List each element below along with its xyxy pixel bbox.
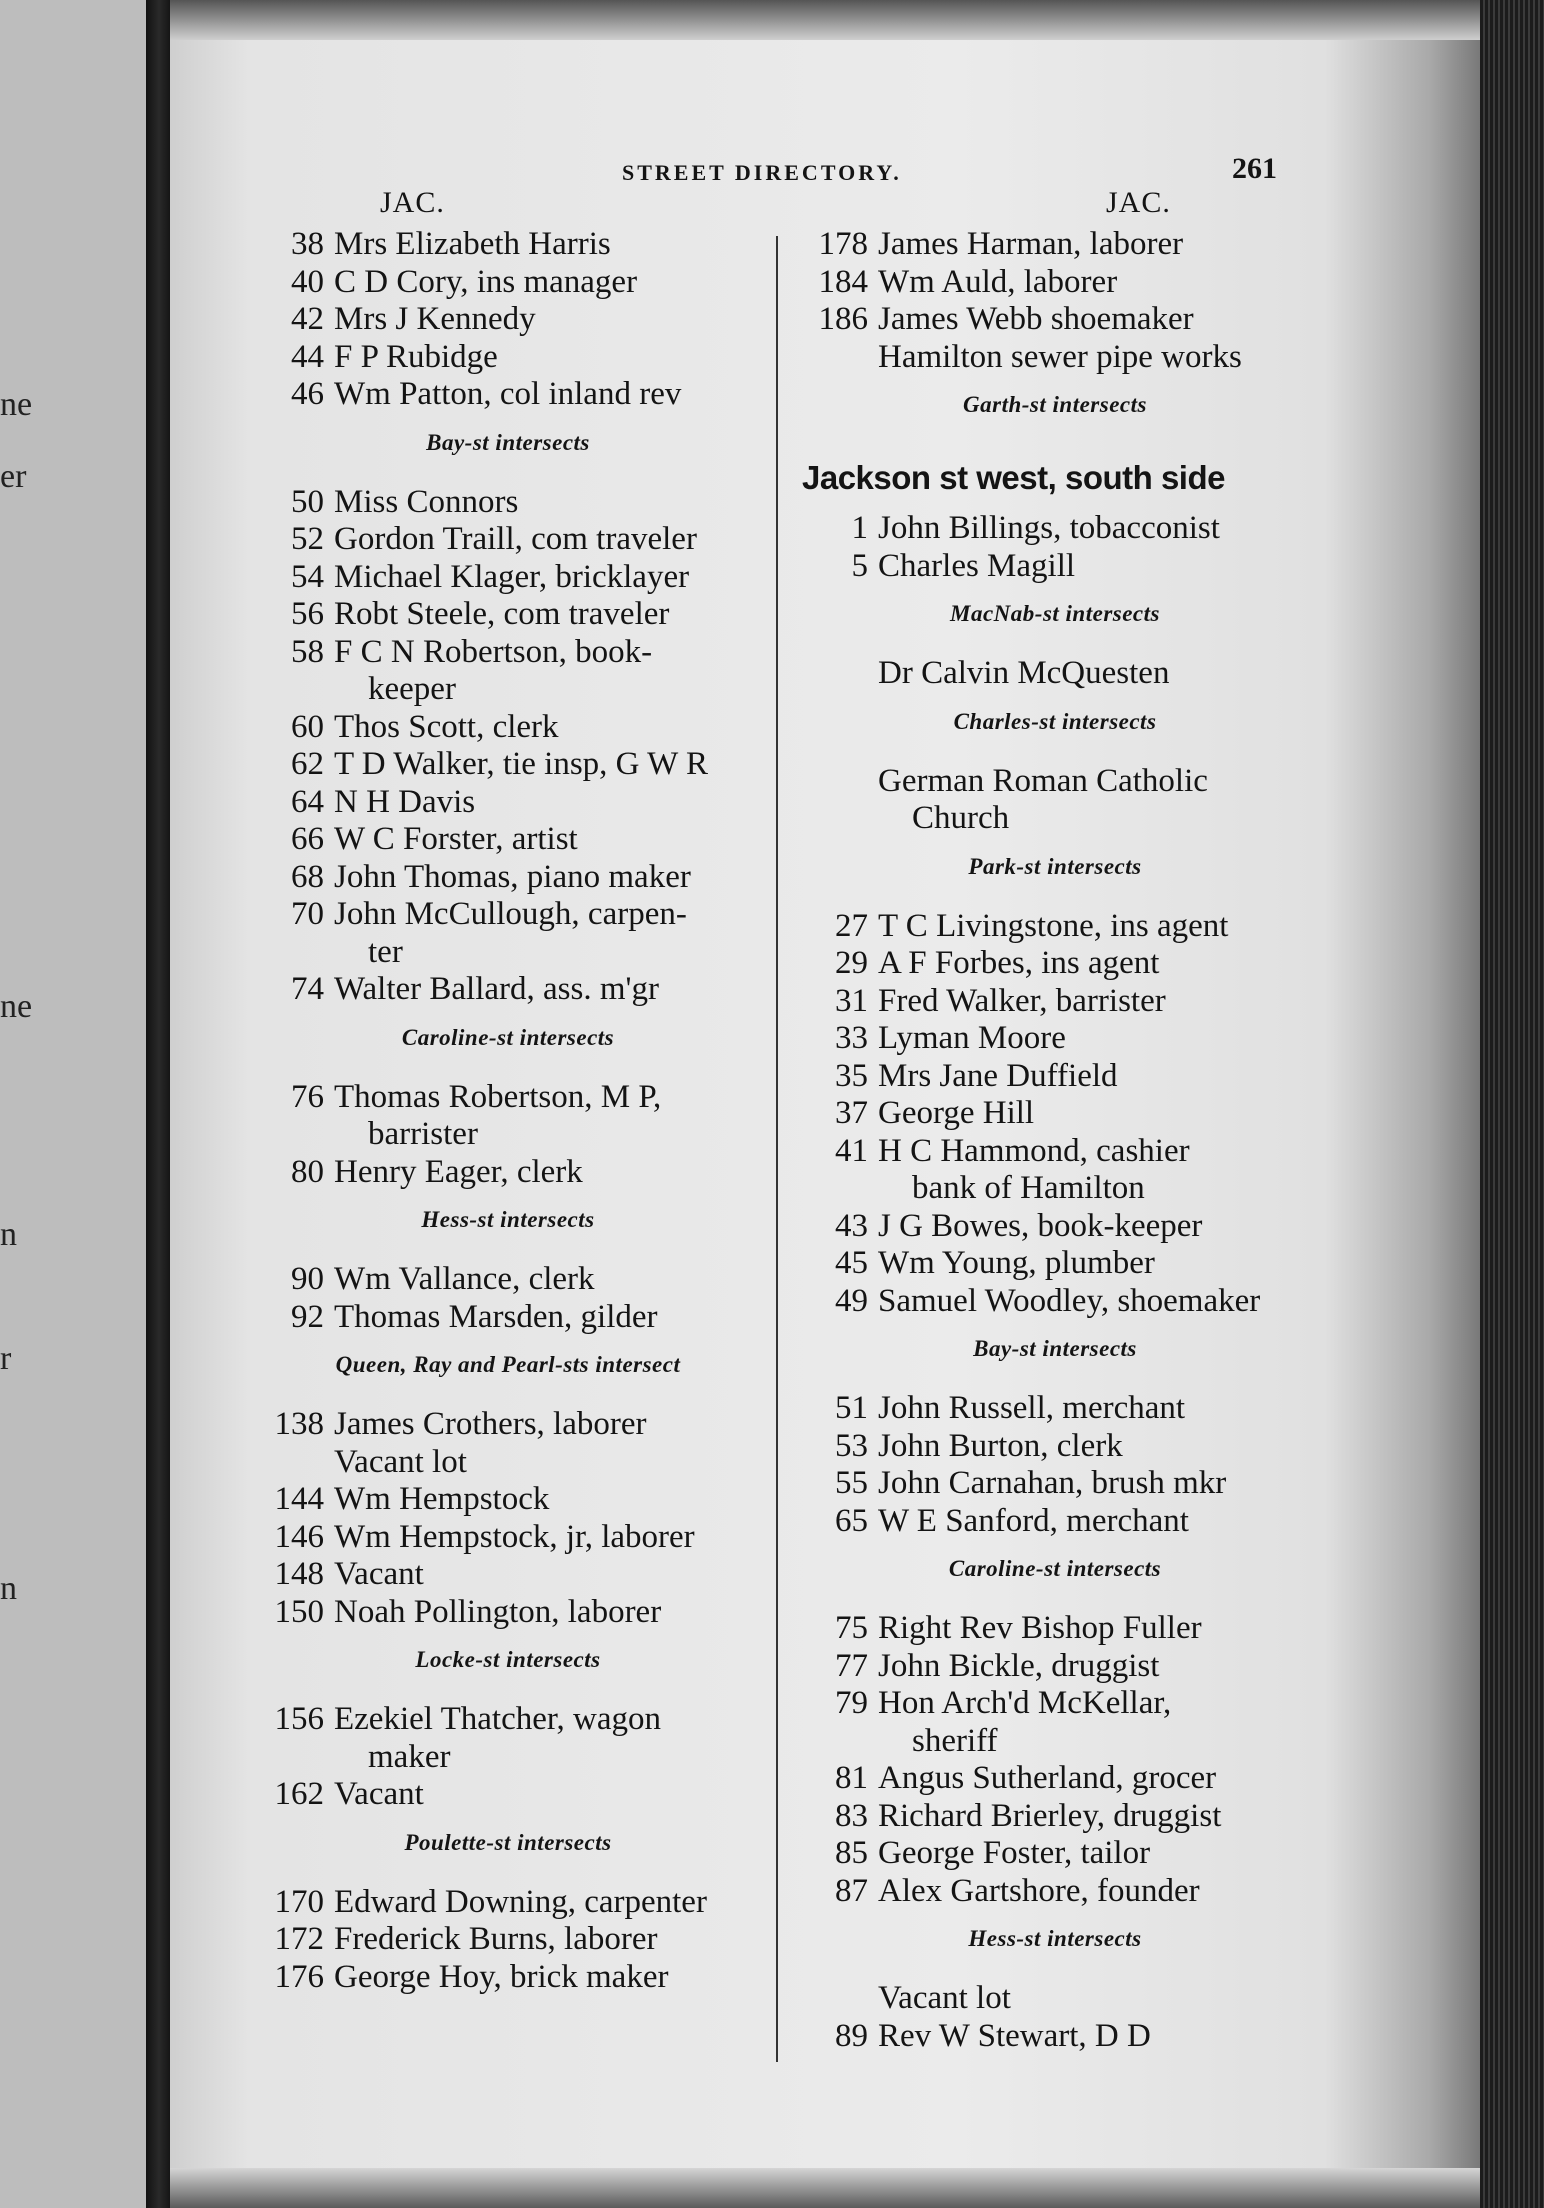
resident-text: Hamilton sewer pipe works (878, 338, 1242, 375)
resident-name (878, 2018, 1308, 2056)
resident-continuation: barrister (368, 1116, 478, 1152)
directory-entry (802, 1208, 1308, 1246)
directory-entry (258, 1261, 758, 1299)
directory-entry (802, 301, 1308, 339)
resident-continuation: sheriff (912, 1722, 998, 1759)
directory-entry (258, 226, 758, 264)
house-number: 27 (835, 907, 868, 944)
resident-text: John Carnahan, brush mkr (878, 1465, 1227, 1501)
house-number: 162 (274, 1776, 324, 1812)
directory-entry (802, 1648, 1308, 1686)
resident-name (878, 1208, 1308, 1246)
resident-name (878, 1648, 1308, 1686)
directory-entry (802, 1798, 1308, 1836)
resident-name (334, 1884, 758, 1922)
resident-text: C D Cory, ins manager (334, 263, 638, 300)
resident-name (334, 1299, 758, 1337)
directory-entry (802, 1428, 1308, 1466)
directory-entry (802, 510, 1308, 548)
directory-entry (802, 2018, 1308, 2056)
resident-name (334, 559, 758, 597)
resident-text: Thomas Robertson, M P, (334, 1078, 662, 1115)
house-number: 37 (835, 1095, 868, 1131)
resident-text: A F Forbes, ins agent (878, 945, 1160, 981)
cross-street-heading: Charles-st intersects (953, 708, 1157, 734)
resident-text: Vacant lot (334, 1443, 467, 1480)
resident-name (878, 1133, 1308, 1208)
resident-name (334, 596, 758, 634)
directory-entry (802, 1503, 1308, 1541)
resident-name (334, 971, 758, 1009)
resident-text: Lyman Moore (878, 1020, 1066, 1056)
directory-entry (258, 1519, 758, 1557)
directory-entry (258, 1406, 758, 1444)
directory-entry (802, 1873, 1308, 1911)
page-top-edge (170, 0, 1482, 40)
book-gutter (146, 0, 172, 2208)
house-number: 76 (291, 1078, 324, 1115)
resident-text: Charles Magill (878, 547, 1076, 584)
adjacent-page-fragment: ne (0, 988, 33, 1025)
resident-name (334, 896, 758, 971)
house-number: 44 (291, 338, 324, 375)
resident-name (878, 1980, 1308, 2018)
resident-name (334, 1776, 758, 1814)
house-number: 83 (835, 1797, 868, 1834)
resident-name (878, 226, 1308, 264)
directory-entry (258, 376, 758, 414)
resident-text: Hon Arch'd McKellar, (878, 1685, 1172, 1721)
resident-name (878, 908, 1308, 946)
directory-entry (802, 1685, 1308, 1760)
house-number: 176 (274, 1958, 324, 1995)
resident-text: Mrs Jane Duffield (878, 1057, 1118, 1094)
resident-name (334, 339, 758, 377)
house-number: 90 (291, 1261, 324, 1297)
resident-text: Right Rev Bishop Fuller (878, 1610, 1202, 1646)
directory-entry (802, 1283, 1308, 1321)
resident-text: Mrs J Kennedy (334, 301, 536, 337)
resident-text: N H Davis (334, 783, 476, 820)
resident-name (334, 821, 758, 859)
adjacent-page-fragment: ne (0, 386, 33, 423)
directory-entry (802, 1980, 1308, 2018)
directory-entry (258, 484, 758, 522)
resident-text: John Thomas, piano maker (334, 858, 691, 895)
resident-continuation: maker (368, 1738, 451, 1775)
cross-street-heading: Bay-st intersects (426, 429, 590, 455)
resident-name (334, 1701, 758, 1776)
house-number: 89 (835, 2017, 868, 2054)
resident-name (878, 264, 1308, 302)
resident-name (334, 1921, 758, 1959)
house-number: 45 (835, 1245, 868, 1281)
house-number: 53 (835, 1427, 868, 1464)
directory-entry (802, 339, 1308, 377)
resident-text: Vacant (334, 1776, 424, 1812)
resident-name (334, 1594, 758, 1632)
resident-text: Noah Pollington, laborer (334, 1593, 662, 1630)
house-number: 46 (291, 376, 324, 412)
resident-text: George Hoy, brick maker (334, 1958, 669, 1995)
resident-text: Henry Eager, clerk (334, 1153, 583, 1190)
resident-name (334, 1519, 758, 1557)
directory-entry (258, 709, 758, 747)
resident-text: Wm Patton, col inland rev (334, 376, 682, 412)
cross-street-heading: Park-st intersects (968, 853, 1142, 879)
resident-text: John Burton, clerk (878, 1427, 1123, 1464)
adjacent-page-edge (0, 0, 148, 2208)
house-number (258, 1444, 334, 1482)
resident-continuation: keeper (368, 671, 456, 707)
directory-entry (258, 821, 758, 859)
directory-entry (802, 1020, 1308, 1058)
house-number: 156 (274, 1701, 324, 1737)
resident-name (878, 1245, 1308, 1283)
resident-name (334, 376, 758, 414)
adjacent-page-fragment: n (0, 1216, 17, 1253)
resident-continuation: ter (368, 933, 403, 970)
cross-street-heading: Bay-st intersects (973, 1336, 1137, 1361)
resident-continuation: bank of Hamilton (912, 1170, 1145, 1206)
house-number: 52 (291, 521, 324, 557)
house-number: 33 (835, 1020, 868, 1056)
cross-street-heading: Caroline-st intersects (401, 1024, 615, 1050)
house-number: 77 (835, 1647, 868, 1684)
house-number: 35 (835, 1057, 868, 1094)
directory-entry (802, 226, 1308, 264)
house-number: 60 (291, 708, 324, 745)
resident-name (878, 1095, 1308, 1133)
directory-entry (802, 1245, 1308, 1283)
house-number: 170 (274, 1883, 324, 1920)
resident-text: J G Bowes, book-keeper (878, 1207, 1203, 1244)
resident-text: Vacant lot (878, 1980, 1011, 2016)
cross-street-heading: Hess-st intersects (421, 1207, 595, 1232)
house-number: 70 (291, 896, 324, 932)
resident-name (878, 1465, 1308, 1503)
directory-entry (802, 655, 1308, 693)
resident-name (878, 763, 1308, 838)
house-number: 1 (851, 510, 868, 546)
resident-name (878, 1058, 1308, 1096)
directory-entry (802, 1760, 1308, 1798)
resident-text: W C Forster, artist (334, 821, 578, 857)
house-number: 74 (291, 971, 324, 1007)
house-number: 64 (291, 783, 324, 820)
house-number: 43 (835, 1207, 868, 1244)
directory-entry (258, 264, 758, 302)
resident-text: Wm Hempstock (334, 1481, 550, 1517)
house-number: 148 (274, 1556, 324, 1592)
directory-entry (802, 983, 1308, 1021)
house-number: 56 (291, 596, 324, 632)
house-number: 92 (291, 1298, 324, 1335)
house-number (802, 339, 878, 377)
directory-entry (258, 896, 758, 971)
running-title: STREET DIRECTORY. (622, 160, 902, 185)
resident-text: Wm Vallance, clerk (334, 1261, 595, 1297)
page-stack-edge (1480, 0, 1544, 2208)
resident-name (878, 1503, 1308, 1541)
house-number: 79 (835, 1685, 868, 1721)
house-number: 68 (291, 858, 324, 895)
resident-text: Michael Klager, bricklayer (334, 558, 690, 595)
house-number: 54 (291, 558, 324, 595)
directory-entry (802, 908, 1308, 946)
resident-name (878, 1610, 1308, 1648)
directory-entry (258, 1079, 758, 1154)
resident-name (878, 1873, 1308, 1911)
house-number: 51 (835, 1390, 868, 1426)
house-number: 55 (835, 1465, 868, 1501)
resident-text: Fred Walker, barrister (878, 982, 1166, 1019)
resident-name (878, 1390, 1308, 1428)
house-number: 87 (835, 1872, 868, 1909)
resident-text: Robt Steele, com traveler (334, 596, 670, 632)
resident-name (334, 301, 758, 339)
cross-street-heading: Queen, Ray and Pearl-sts intersect (335, 1352, 681, 1377)
house-number: 29 (835, 945, 868, 981)
resident-name (878, 510, 1308, 548)
resident-text: T D Walker, tie insp, G W R (334, 746, 708, 782)
directory-entry (258, 746, 758, 784)
resident-name (334, 226, 758, 264)
resident-name (878, 1283, 1308, 1321)
resident-name (334, 521, 758, 559)
resident-name (878, 1798, 1308, 1836)
directory-entry (258, 1444, 758, 1482)
resident-text: T C Livingstone, ins agent (878, 907, 1229, 944)
resident-text: George Hill (878, 1095, 1035, 1131)
house-number: 58 (291, 633, 324, 670)
resident-name (878, 1685, 1308, 1760)
resident-text: Vacant (334, 1556, 424, 1592)
resident-name (334, 1556, 758, 1594)
resident-name (334, 1444, 758, 1482)
directory-entry (258, 1154, 758, 1192)
resident-text: Edward Downing, carpenter (334, 1883, 707, 1920)
resident-text: Wm Hempstock, jr, laborer (334, 1518, 695, 1555)
resident-text: H C Hammond, cashier (878, 1132, 1190, 1169)
house-number: 186 (818, 301, 868, 337)
resident-text: German Roman Catholic (878, 762, 1208, 799)
right-column-head: JAC. (1106, 186, 1171, 219)
resident-text: Richard Brierley, druggist (878, 1797, 1222, 1834)
resident-text: Angus Sutherland, grocer (878, 1760, 1217, 1796)
directory-entry (258, 1556, 758, 1594)
resident-name (334, 709, 758, 747)
directory-entry (802, 1095, 1308, 1133)
house-number: 75 (835, 1610, 868, 1646)
directory-entry (258, 859, 758, 897)
house-number: 144 (274, 1481, 324, 1517)
resident-name (334, 1154, 758, 1192)
cross-street-heading: Hess-st intersects (968, 1926, 1142, 1951)
resident-name (878, 1428, 1308, 1466)
page-bottom-edge (170, 2168, 1482, 2208)
resident-name (878, 548, 1308, 586)
resident-name (334, 484, 758, 522)
resident-name (878, 1760, 1308, 1798)
resident-name (878, 1835, 1308, 1873)
resident-text: Mrs Elizabeth Harris (334, 226, 611, 262)
resident-text: James Webb shoemaker (878, 301, 1194, 337)
directory-entry (258, 784, 758, 822)
resident-name (334, 634, 758, 709)
house-number: 80 (291, 1153, 324, 1190)
right-column (802, 226, 1308, 2055)
house-number: 178 (818, 226, 868, 262)
cross-street-heading: Caroline-st intersects (948, 1556, 1162, 1581)
house-number (802, 763, 878, 838)
directory-entry (258, 1884, 758, 1922)
resident-continuation: Church (912, 800, 1010, 836)
resident-text: John Bickle, druggist (878, 1647, 1160, 1684)
page-number: 261 (1232, 152, 1277, 185)
directory-entry (258, 1299, 758, 1337)
resident-text: F P Rubidge (334, 338, 498, 375)
directory-entry (802, 945, 1308, 983)
house-number: 40 (291, 263, 324, 300)
house-number: 85 (835, 1835, 868, 1871)
cross-street-heading: Garth-st intersects (963, 392, 1147, 417)
directory-entry (258, 339, 758, 377)
house-number: 5 (851, 547, 868, 584)
resident-name (878, 945, 1308, 983)
resident-text: James Harman, laborer (878, 226, 1184, 262)
house-number: 49 (835, 1282, 868, 1319)
directory-entry (258, 1959, 758, 1997)
directory-entry (258, 1594, 758, 1632)
house-number: 31 (835, 982, 868, 1019)
directory-entry (802, 1058, 1308, 1096)
directory-entry (802, 548, 1308, 586)
directory-entry (802, 264, 1308, 302)
house-number (802, 1980, 878, 2018)
adjacent-page-fragment: er (0, 458, 27, 495)
resident-text: Thos Scott, clerk (334, 708, 559, 745)
house-number: 42 (291, 301, 324, 337)
adjacent-page-fragment: n (0, 1570, 17, 1607)
adjacent-page-fragment: r (0, 1340, 12, 1377)
resident-name (334, 746, 758, 784)
directory-entry (802, 763, 1308, 838)
cross-street-heading: Locke-st intersects (415, 1647, 601, 1672)
resident-text: Miss Connors (334, 483, 519, 520)
resident-name (334, 1481, 758, 1519)
resident-name (334, 1406, 758, 1444)
resident-name (878, 301, 1308, 339)
resident-text: W E Sanford, merchant (878, 1502, 1189, 1539)
directory-entry (258, 1776, 758, 1814)
house-number: 184 (818, 263, 868, 300)
house-number: 172 (274, 1921, 324, 1957)
directory-entry (258, 559, 758, 597)
directory-entry (258, 634, 758, 709)
resident-text: Alex Gartshore, founder (878, 1872, 1200, 1909)
house-number: 66 (291, 821, 324, 857)
resident-name (878, 339, 1308, 377)
directory-entry (802, 1465, 1308, 1503)
resident-text: F C N Robertson, book- (334, 633, 653, 670)
left-column-head: JAC. (380, 186, 445, 219)
directory-entry (802, 1835, 1308, 1873)
house-number (802, 655, 878, 693)
house-number: 81 (835, 1760, 868, 1796)
resident-name (334, 1079, 758, 1154)
resident-text: James Crothers, laborer (334, 1406, 647, 1442)
resident-name (334, 264, 758, 302)
directory-entry (258, 1481, 758, 1519)
cross-street-heading: Poulette-st intersects (404, 1829, 612, 1855)
cross-street-heading: MacNab-st intersects (950, 601, 1160, 626)
resident-text: Gordon Traill, com traveler (334, 521, 697, 557)
resident-text: Rev W Stewart, D D (878, 2017, 1151, 2054)
house-number: 138 (274, 1406, 324, 1442)
house-number: 41 (835, 1132, 868, 1169)
resident-text: George Foster, tailor (878, 1835, 1151, 1871)
directory-entry (258, 1701, 758, 1776)
resident-name (334, 784, 758, 822)
directory-entry (258, 971, 758, 1009)
house-number: 62 (291, 746, 324, 782)
resident-name (334, 859, 758, 897)
left-column (258, 226, 758, 1996)
resident-text: Thomas Marsden, gilder (334, 1298, 658, 1335)
resident-text: Wm Auld, laborer (878, 263, 1118, 300)
house-number: 150 (274, 1593, 324, 1630)
resident-text: Walter Ballard, ass. m'gr (334, 971, 659, 1007)
resident-name (878, 655, 1308, 693)
directory-entry (802, 1133, 1308, 1208)
resident-text: Ezekiel Thatcher, wagon (334, 1701, 662, 1737)
resident-text: Wm Young, plumber (878, 1245, 1155, 1281)
house-number: 146 (274, 1518, 324, 1555)
directory-entry (258, 301, 758, 339)
resident-text: Samuel Woodley, shoemaker (878, 1282, 1261, 1319)
column-divider (776, 236, 778, 2062)
directory-entry (258, 596, 758, 634)
directory-entry (258, 521, 758, 559)
resident-text: John Russell, merchant (878, 1390, 1186, 1426)
resident-name (334, 1261, 758, 1299)
resident-name (878, 983, 1308, 1021)
directory-entry (802, 1610, 1308, 1648)
directory-entry (258, 1921, 758, 1959)
resident-name (334, 1959, 758, 1997)
directory-entry (802, 1390, 1308, 1428)
resident-name (878, 1020, 1308, 1058)
resident-text: John McCullough, carpen- (334, 896, 687, 932)
resident-text: John Billings, tobacconist (878, 510, 1220, 546)
house-number: 65 (835, 1502, 868, 1539)
resident-text: Frederick Burns, laborer (334, 1921, 658, 1957)
street-section-heading: Jackson st west, south side (802, 459, 1225, 496)
house-number: 38 (291, 226, 324, 262)
house-number: 50 (291, 483, 324, 520)
resident-text: Dr Calvin McQuesten (878, 655, 1170, 691)
